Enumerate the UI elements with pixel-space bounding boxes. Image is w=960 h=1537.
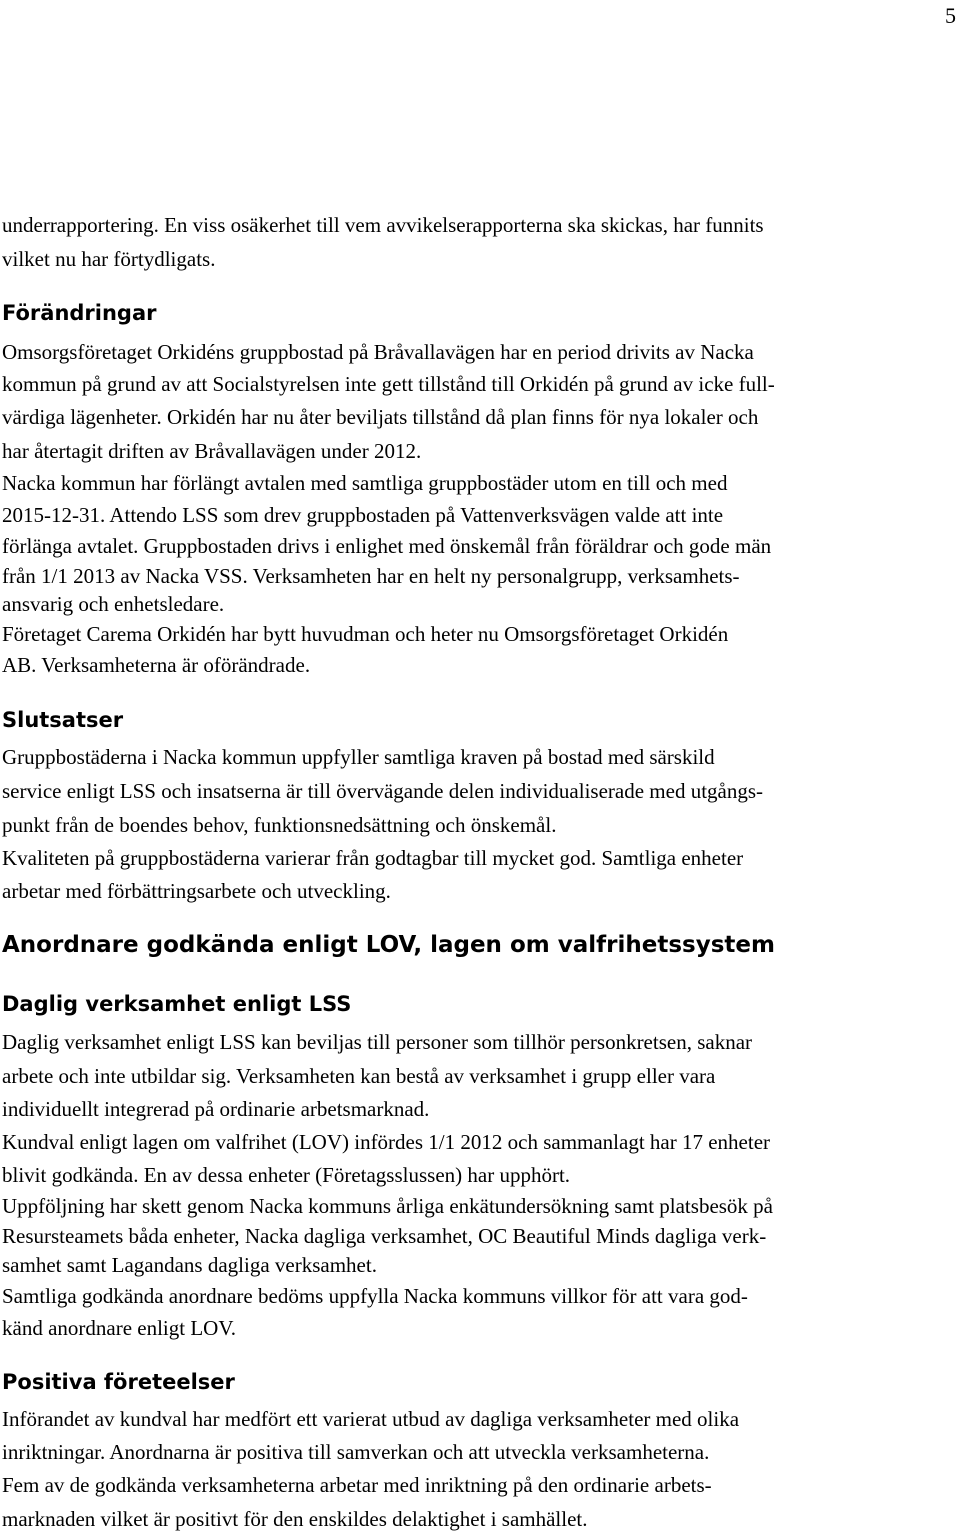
text-line: AB. Verksamheterna är oförändrade.: [2, 653, 311, 677]
text-line: känd anordnare enligt LOV.: [2, 1316, 237, 1340]
text-line: Gruppbostäderna i Nacka kommun uppfyller samtliga kraven på bostad med särskild: [2, 745, 715, 769]
text-line: individuellt integrerad på ordinarie arbetsmarknad.: [2, 1097, 430, 1121]
text-line: 2015-12-31. Attendo LSS som drev gruppbostaden på Vattenverksvägen valde att inte: [2, 503, 724, 527]
text-line: Omsorgsföretaget Orkidéns gruppbostad på Bråvallavägen har en period drivits av Nacka: [2, 340, 754, 364]
text-line: från 1/1 2013 av Nacka VSS. Verksamheten har en helt ny personalgrupp, verksamhets-: [2, 564, 740, 588]
text-line: samhet samt Lagandans dagliga verksamhet.: [2, 1253, 377, 1277]
text-line: Resursteamets båda enheter, Nacka dagliga verksamhet, OC Beautiful Minds dagliga verk-: [2, 1224, 767, 1248]
text-line: Daglig verksamhet enligt LSS kan beviljas till personer som tillhör personkretsen, saknar: [2, 1030, 753, 1054]
heading-daglig-verksamhet: Daglig verksamhet enligt LSS: [2, 992, 352, 1016]
text-line: kommun på grund av att Socialstyrelsen inte gett tillstånd till Orkidén på grund av icke full-: [2, 372, 775, 396]
text-line: ansvarig och enhetsledare.: [2, 592, 225, 616]
text-line: Fem av de godkända verksamheterna arbetar med inriktning på den ordinarie arbets-: [2, 1473, 712, 1497]
heading-positiva-foreteelser: Positiva företeelser: [2, 1370, 235, 1394]
text-line: Samtliga godkända anordnare bedöms uppfylla Nacka kommuns villkor för att vara god-: [2, 1284, 748, 1308]
text-line: värdiga lägenheter. Orkidén har nu åter beviljats tillstånd då plan finns för nya lokaler och: [2, 405, 759, 429]
text-line: Införandet av kundval har medfört ett varierat utbud av dagliga verksamheter med olika: [2, 1407, 740, 1431]
text-line: Nacka kommun har förlängt avtalen med samtliga gruppbostäder utom en till och med: [2, 471, 728, 495]
text-line: Kundval enligt lagen om valfrihet (LOV) infördes 1/1 2012 och sammanlagt har 17 enheter: [2, 1130, 771, 1154]
text-line: marknaden vilket är positivt för den enskildes delaktighet i samhället.: [2, 1507, 588, 1531]
text-line: arbetar med förbättringsarbete och utveckling.: [2, 879, 391, 903]
text-line: förlänga avtalet. Gruppbostaden drivs i enlighet med önskemål från föräldrar och gode män: [2, 534, 772, 558]
text-line: service enligt LSS och insatserna är till övervägande delen individualiserade med utgångs-: [2, 779, 764, 803]
text-line: Uppföljning har skett genom Nacka kommuns årliga enkätundersökning samt platsbesök på: [2, 1194, 774, 1218]
text-line: Företaget Carema Orkidén har bytt huvudman och heter nu Omsorgsföretaget Orkidén: [2, 622, 729, 646]
text-line: inriktningar. Anordnarna är positiva till samverkan och att utveckla verksamheterna.: [2, 1440, 710, 1464]
heading-slutsatser: Slutsatser: [2, 708, 124, 732]
text-line: punkt från de boendes behov, funktionsnedsättning och önskemål.: [2, 813, 557, 837]
text-line: arbete och inte utbildar sig. Verksamheten kan bestå av verksamhet i grupp eller vara: [2, 1064, 716, 1088]
text-line: Kvaliteten på gruppbostäderna varierar från godtagbar till mycket god. Samtliga enheter: [2, 846, 744, 870]
page-number: 5: [945, 3, 956, 28]
heading-forandringar: Förändringar: [2, 301, 157, 325]
text-line: underrapportering. En viss osäkerhet till vem avvikelserapporterna ska skickas, har funnits: [2, 213, 764, 237]
heading-anordnare-lov: Anordnare godkända enligt LOV, lagen om valfrihetssystem: [2, 932, 775, 958]
text-line: vilket nu har förtydligats.: [2, 247, 216, 271]
text-line: har återtagit driften av Bråvallavägen under 2012.: [2, 439, 422, 463]
text-line: blivit godkända. En av dessa enheter (Företagsslussen) har upphört.: [2, 1163, 571, 1187]
